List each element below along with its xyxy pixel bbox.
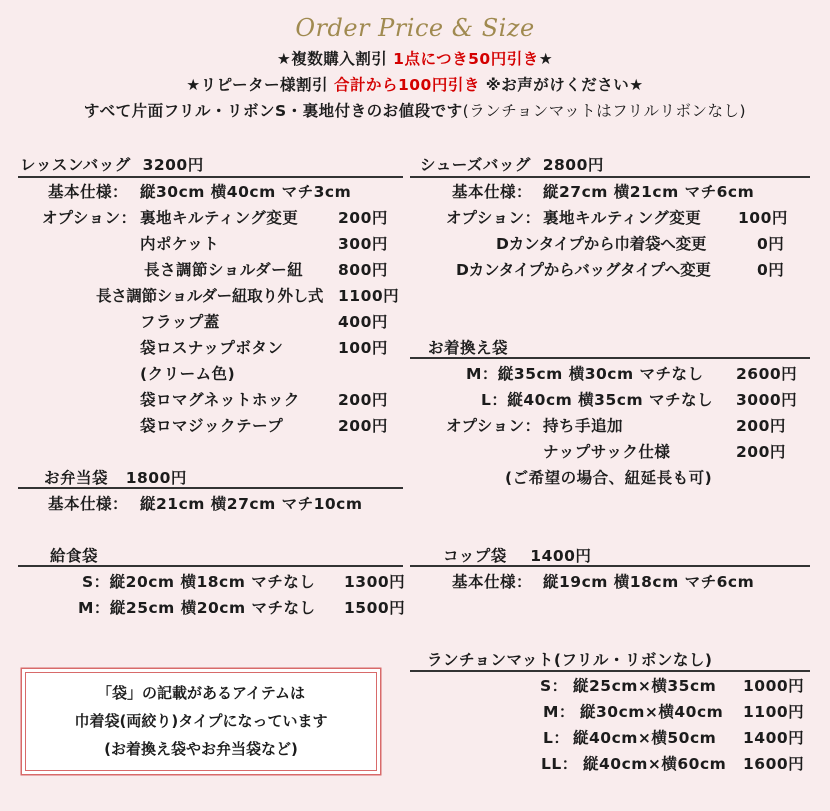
cup-bag-basic-spec: 縦19cm 横18cm マチ6cm — [543, 573, 755, 591]
shoes-bag-title — [420, 153, 604, 175]
discount-repeat-label: ★リピーター様割引 — [186, 76, 329, 94]
cup-bag-price: 1400円 — [530, 547, 592, 565]
discount-multi-suffix: ★ — [538, 50, 554, 68]
lesson-option-price: 200円 — [338, 417, 388, 435]
changing-bag-option-label: オプション： — [446, 417, 541, 435]
lesson-option-name: 袋ロマグネットホック — [140, 391, 300, 409]
general-note-main: すべて片面フリル・リボンS・裏地付きのお値段です — [83, 102, 463, 120]
lesson-option-name: 袋ロマジックテープ — [140, 417, 284, 435]
lesson-bag-basic-spec: 縦30cm 横40cm マチ3cm — [140, 183, 352, 201]
shoes-bag-option-label: オプション： — [446, 209, 541, 227]
kyushoku-bag-size-price: 1300円 — [344, 573, 406, 591]
lunch-mat-size-label: S： — [540, 677, 568, 695]
changing-bag-note: (ご希望の場合、紐延長も可) — [505, 469, 713, 487]
lunch-mat-size-spec: 縦40cm×横50cm — [573, 729, 717, 747]
lesson-option-name: 袋ロスナップボタン — [140, 339, 284, 357]
discount-multi — [0, 47, 830, 69]
lunch-mat-size-label: LL： — [541, 755, 578, 773]
kyushoku-bag-divider — [18, 565, 403, 567]
changing-option-price: 200円 — [736, 443, 786, 461]
shoes-bag-price: 2800円 — [542, 156, 604, 174]
lunch-mat-size-label: M： — [543, 703, 575, 721]
changing-option-price: 200円 — [736, 417, 786, 435]
cup-bag-title — [443, 544, 591, 566]
lesson-option-name: フラップ蓋 — [140, 313, 220, 331]
discount-repeat-amount: 合計から100円引き — [333, 76, 480, 94]
lesson-bag-title — [20, 153, 204, 175]
lunch-mat-divider — [410, 670, 810, 672]
lunch-mat-name: ランチョンマット(フリル・リボンなし) — [427, 651, 713, 669]
general-note-paren: (ランチョンマットはフリルリボンなし) — [462, 102, 747, 120]
lunch-mat-size-spec: 縦25cm×横35cm — [573, 677, 717, 695]
lunch-mat-size-spec: 縦30cm×横40cm — [580, 703, 724, 721]
lunch-bag-price: 1800円 — [125, 469, 187, 487]
changing-bag-size: M：縦35cm 横30cm マチなし — [466, 365, 704, 383]
bag-type-note-box — [25, 672, 377, 771]
kyushoku-bag-size-price: 1500円 — [344, 599, 406, 617]
lesson-option-name: 長さ調節ショルダー紐 — [144, 261, 304, 279]
cup-bag-basic-label: 基本仕様： — [452, 573, 533, 591]
lunch-mat-size-price: 1400円 — [743, 729, 805, 747]
lesson-option-price: 300円 — [338, 235, 388, 253]
shoes-bag-name: シューズバッグ — [420, 156, 531, 174]
lesson-option-price: 100円 — [338, 339, 388, 357]
lesson-option-name: 内ポケット — [140, 235, 220, 253]
lesson-option-name: (クリーム色) — [140, 365, 236, 383]
changing-option-name: ナップサック仕様 — [543, 443, 671, 461]
changing-bag-name: お着換え袋 — [428, 339, 509, 357]
lesson-option-price: 1100円 — [338, 287, 400, 305]
discount-multi-label: ★複数購入割引 — [276, 50, 388, 68]
shoes-option-name: Dカンタイプから巾着袋へ変更 — [496, 235, 707, 253]
changing-bag-divider — [410, 357, 810, 359]
lesson-bag-basic-label: 基本仕様： — [48, 183, 129, 201]
lunch-mat-size-price: 1000円 — [743, 677, 805, 695]
kyushoku-bag-name: 給食袋 — [50, 547, 99, 565]
shoes-bag-divider — [410, 176, 810, 178]
shoes-option-name: 裏地キルティング変更 — [543, 209, 702, 227]
lunch-mat-size-spec: 縦40cm×横60cm — [583, 755, 727, 773]
discount-repeat — [0, 73, 830, 95]
lesson-bag-divider — [18, 176, 403, 178]
changing-bag-size-price: 3000円 — [736, 391, 798, 409]
note-box-line: (お着換え袋やお弁当袋など) — [104, 740, 298, 758]
lunch-bag-title — [44, 466, 187, 488]
kyushoku-bag-size: S：縦20cm 横18cm マチなし — [82, 573, 316, 591]
lesson-option-price: 400円 — [338, 313, 388, 331]
cup-bag-divider — [410, 565, 810, 567]
shoes-bag-basic-spec: 縦27cm 横21cm マチ6cm — [543, 183, 755, 201]
lunch-bag-divider — [18, 487, 403, 489]
note-box-line: 「袋」の記載があるアイテムは — [97, 684, 305, 702]
shoes-option-name: Dカンタイプからバッグタイプへ変更 — [456, 261, 711, 279]
discount-multi-amount: 1点につき50円引き — [393, 50, 539, 68]
lunch-mat-size-label: L： — [543, 729, 570, 747]
lesson-bag-price: 3200円 — [142, 156, 204, 174]
changing-bag-size: L：縦40cm 横35cm マチなし — [481, 391, 713, 409]
cup-bag-name: コップ袋 — [443, 547, 507, 565]
shoes-bag-basic-label: 基本仕様： — [452, 183, 533, 201]
note-box-line: 巾着袋(両絞り)タイプになっています — [74, 712, 328, 730]
lunch-mat-size-price: 1100円 — [743, 703, 805, 721]
lesson-option-price: 800円 — [338, 261, 388, 279]
lesson-option-price: 200円 — [338, 209, 388, 227]
discount-repeat-suffix: ※お声がけください★ — [485, 76, 644, 94]
lesson-option-price: 200円 — [338, 391, 388, 409]
shoes-option-price: 0円 — [757, 235, 785, 253]
lesson-bag-name: レッスンバッグ — [20, 156, 131, 174]
lesson-bag-option-label: オプション： — [42, 209, 137, 227]
changing-bag-size-price: 2600円 — [736, 365, 798, 383]
lunch-bag-basic-spec: 縦21cm 横27cm マチ10cm — [140, 495, 363, 513]
lunch-mat-size-price: 1600円 — [743, 755, 805, 773]
changing-option-name: 持ち手追加 — [543, 417, 624, 435]
lunch-bag-basic-label: 基本仕様： — [48, 495, 129, 513]
shoes-option-price: 100円 — [738, 209, 788, 227]
lesson-option-name: 長さ調節ショルダー紐取り外し式 — [96, 287, 324, 305]
kyushoku-bag-size: M：縦25cm 横20cm マチなし — [78, 599, 316, 617]
general-note — [0, 99, 830, 121]
shoes-option-price: 0円 — [757, 261, 785, 279]
page-title: Order Price & Size — [295, 14, 535, 42]
lesson-option-name: 裏地キルティング変更 — [140, 209, 299, 227]
lunch-bag-name: お弁当袋 — [44, 469, 109, 487]
